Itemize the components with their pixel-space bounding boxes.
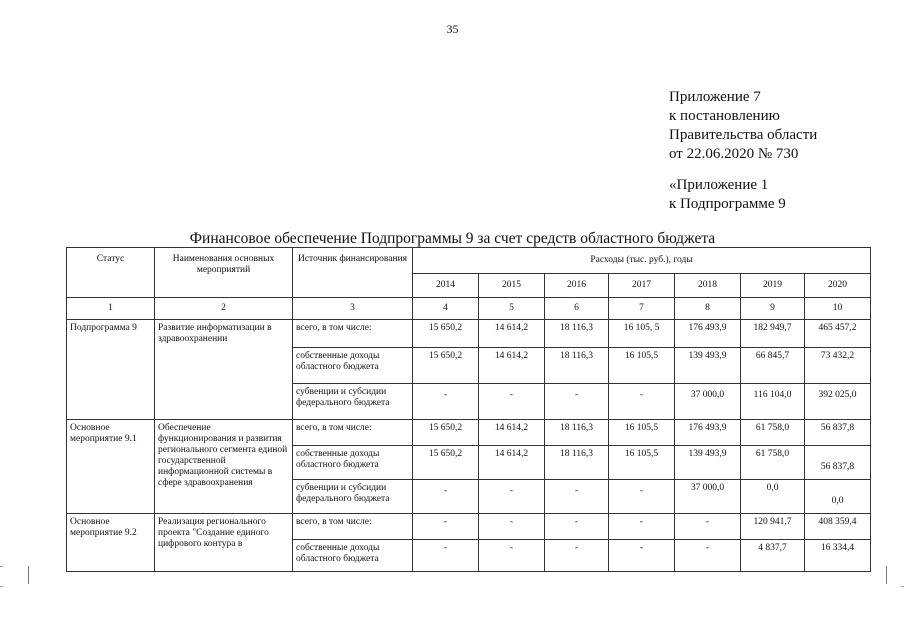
appendix-line: к постановлению [669, 108, 780, 124]
header-name: Наименования основных мероприятий [155, 248, 293, 298]
source-cell: всего, в том числе: [293, 514, 413, 540]
value-cell: 16 334,4 [805, 540, 871, 572]
source-cell: субвенции и субсидии федерального бюджета [293, 480, 413, 514]
value-cell: - [545, 514, 609, 540]
appendix-block-2 [669, 176, 786, 214]
appendix-line: от 22.06.2020 № 730 [669, 146, 799, 162]
value-cell: - [545, 384, 609, 420]
name-cell: Реализация регионального проекта "Создание единого цифрового контура в [155, 514, 293, 572]
value-cell: 182 949,7 [741, 320, 805, 348]
column-number: 9 [741, 298, 805, 320]
value-cell: 176 493,9 [675, 420, 741, 446]
status-cell: Основное мероприятие 9.1 [67, 420, 155, 514]
value-cell: - [609, 480, 675, 514]
source-cell: всего, в том числе: [293, 420, 413, 446]
appendix-block [669, 88, 817, 164]
scan-edge-dot [0, 586, 3, 587]
column-number: 8 [675, 298, 741, 320]
value-cell: 139 493,9 [675, 348, 741, 384]
value-cell: 15 650,2 [413, 446, 479, 480]
name-cell: Развитие информатизации в здравоохранении [155, 320, 293, 420]
table-row [67, 320, 871, 348]
value-cell: 139 493,9 [675, 446, 741, 480]
value-cell: 14 614,2 [479, 320, 545, 348]
header-year: 2020 [805, 274, 871, 298]
value-cell: 14 614,2 [479, 446, 545, 480]
column-number: 7 [609, 298, 675, 320]
value-cell: 61 758,0 [741, 446, 805, 480]
source-cell: всего, в том числе: [293, 320, 413, 348]
value-cell: 66 845,7 [741, 348, 805, 384]
header-source: Источник финансирования [293, 248, 413, 298]
page-number: 35 [446, 22, 459, 36]
value-cell: - [609, 540, 675, 572]
value-cell: 14 614,2 [479, 348, 545, 384]
status-cell: Подпрограмма 9 [67, 320, 155, 420]
header-year: 2016 [545, 274, 609, 298]
header-year: 2018 [675, 274, 741, 298]
value-cell: 15 650,2 [413, 320, 479, 348]
source-cell: собственные доходы областного бюджета [293, 446, 413, 480]
column-number: 3 [293, 298, 413, 320]
value-cell: 120 941,7 [741, 514, 805, 540]
scan-edge-dot [901, 586, 904, 587]
value-cell: 18 116,3 [545, 446, 609, 480]
table-title: Финансовое обеспечение Подпрограммы 9 за счет средств областного бюджета [189, 230, 716, 247]
value-cell: 14 614,2 [479, 420, 545, 446]
appendix-line: Правительства области [669, 127, 818, 143]
value-cell: 37 000,0 [675, 384, 741, 420]
value-cell: 16 105,5 [609, 446, 675, 480]
value-cell: 116 104,0 [741, 384, 805, 420]
header-expenses: Расходы (тыс. руб.), годы [413, 248, 871, 274]
value-cell: 18 116,3 [545, 348, 609, 384]
value-cell: - [413, 514, 479, 540]
column-number: 1 [67, 298, 155, 320]
value-cell: 37 000,0 [675, 480, 741, 514]
value-cell: - [675, 514, 741, 540]
value-cell: 15 650,2 [413, 420, 479, 446]
header-year: 2019 [741, 274, 805, 298]
column-number: 6 [545, 298, 609, 320]
value-cell: 176 493,9 [675, 320, 741, 348]
appendix-line: к Подпрограмме 9 [669, 196, 786, 212]
value-cell: - [479, 480, 545, 514]
financing-table [66, 247, 871, 572]
source-cell: собственные доходы областного бюджета [293, 348, 413, 384]
value-cell: 16 105, 5 [609, 320, 675, 348]
value-cell: - [545, 480, 609, 514]
value-cell: - [479, 384, 545, 420]
header-status: Статус [67, 248, 155, 298]
value-cell: 0,0 [805, 480, 871, 514]
value-cell: 4 837,7 [741, 540, 805, 572]
value-cell: 61 758,0 [741, 420, 805, 446]
value-cell: 0,0 [741, 480, 805, 514]
value-cell: 18 116,3 [545, 420, 609, 446]
value-cell: 392 025,0 [805, 384, 871, 420]
value-cell: 73 432,2 [805, 348, 871, 384]
header-year: 2015 [479, 274, 545, 298]
value-cell: - [609, 514, 675, 540]
value-cell: 56 837,8 [805, 446, 871, 480]
value-cell: 408 359,4 [805, 514, 871, 540]
value-cell: - [413, 384, 479, 420]
header-year: 2014 [413, 274, 479, 298]
column-number: 2 [155, 298, 293, 320]
column-number-row [67, 298, 871, 320]
column-number: 5 [479, 298, 545, 320]
value-cell: 16 105,5 [609, 348, 675, 384]
value-cell: - [675, 540, 741, 572]
scan-edge-mark-right [886, 566, 887, 584]
table-row [67, 420, 871, 446]
appendix-line: «Приложение 1 [669, 177, 769, 193]
source-cell: субвенции и субсидии федерального бюджета [293, 384, 413, 420]
value-cell: - [413, 540, 479, 572]
value-cell: 56 837,8 [805, 420, 871, 446]
value-cell: 465 457,2 [805, 320, 871, 348]
column-number: 4 [413, 298, 479, 320]
column-number: 10 [805, 298, 871, 320]
appendix-line: Приложение 7 [669, 89, 761, 105]
table-row [67, 514, 871, 540]
scan-edge-mark-left [28, 566, 29, 584]
value-cell: 15 650,2 [413, 348, 479, 384]
scan-edge-dot [0, 566, 3, 567]
value-cell: - [545, 540, 609, 572]
source-cell: собственные доходы областного бюджета [293, 540, 413, 572]
value-cell: - [479, 540, 545, 572]
header-row [67, 248, 871, 274]
value-cell: - [413, 480, 479, 514]
name-cell: Обеспечение функционирования и развития регионального сегмента единой государственной информационной системы в сфере здравоохранения [155, 420, 293, 514]
value-cell: - [609, 384, 675, 420]
value-cell: 16 105,5 [609, 420, 675, 446]
value-cell: - [479, 514, 545, 540]
status-cell: Основное мероприятие 9.2 [67, 514, 155, 572]
header-year: 2017 [609, 274, 675, 298]
value-cell: 18 116,3 [545, 320, 609, 348]
